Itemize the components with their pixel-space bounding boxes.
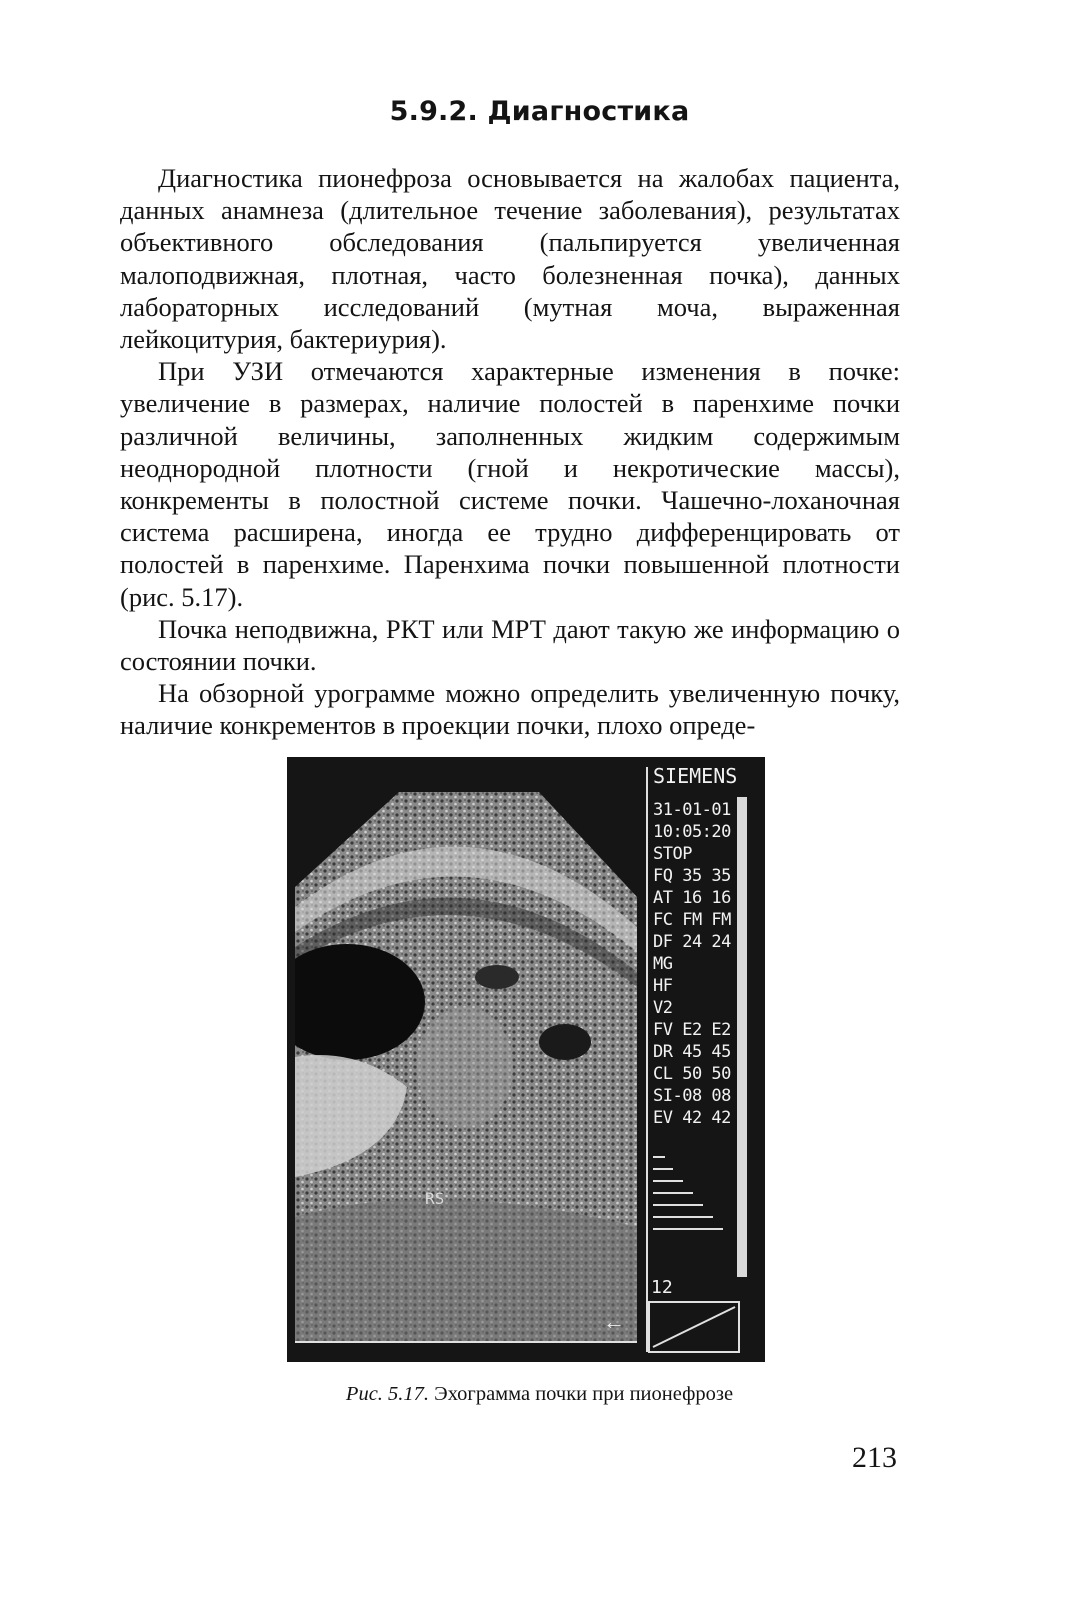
page-number: 213: [852, 1441, 897, 1474]
section-heading: 5.9.2. Диагностика: [389, 96, 690, 127]
paragraph-diagnosis: Диагностика пионефроза основывается на жалобах пациента, данных анамнеза (длительное течение заболевания), результатах объективного обследования (пальпируется увеличенная малоподвижная, плотная, часто болезненная почка), данных лабораторных исследований (мутная моча, выраженная лейкоцитурия, бактериурия).: [120, 163, 900, 355]
body-text: [120, 162, 900, 742]
figure-caption: [0, 1383, 1079, 1406]
left-arrow-icon: ←: [603, 1309, 625, 1334]
param-fc: FC FM FM: [653, 910, 731, 930]
param-ev: EV 42 42: [653, 1108, 731, 1128]
depth-scale-value: 12: [651, 1277, 673, 1298]
param-df: DF 24 24: [653, 932, 731, 952]
param-si: SI-08 08: [653, 1086, 731, 1106]
figure-number: Рис. 5.17.: [345, 1383, 430, 1405]
region-label: RS: [425, 1189, 445, 1208]
param-cl: CL 50 50: [653, 1064, 731, 1084]
param-fq: FQ 35 35: [653, 866, 731, 886]
scanner-brand: SIEMENS: [653, 764, 738, 788]
paragraph-ultrasound: При УЗИ отмечаются характерные изменения в почке: увеличение в размерах, наличие полостей в паренхиме почки различной величины, заполненных жидким содержимым неоднородной плотности (гной и некротические массы), конкременты в полостной системе почки. Чашечно-лоханочная система расширена, иногда ее трудно дифференцировать от полостей в паренхиме. Паренхима почки повышенной плотности (рис. 5.17).: [120, 356, 900, 612]
param-hf: HF: [653, 976, 673, 996]
param-v2: V2: [653, 998, 673, 1018]
param-date: 31-01-01: [653, 800, 731, 820]
param-mode: STOP: [653, 844, 692, 864]
scanner-parameter-panel: [653, 765, 761, 1129]
param-dr: DR 45 45: [653, 1042, 731, 1062]
param-time: 10:05:20: [653, 822, 731, 842]
param-fv: FV E2 E2: [653, 1020, 731, 1040]
figure-caption-text: Эхограмма почки при пионефрозе: [429, 1383, 734, 1405]
param-mg: MG: [653, 954, 673, 974]
paragraph-ct-mri: Почка неподвижна, РКТ или МРТ дают такую же информацию о состоянии почки.: [120, 613, 900, 677]
param-at: AT 16 16: [653, 888, 731, 908]
ultrasound-figure: [287, 757, 765, 1362]
paragraph-urogram: На обзорной урограмме можно определить увеличенную почку, наличие конкрементов в проекции почки, плохо опреде-: [120, 678, 900, 741]
